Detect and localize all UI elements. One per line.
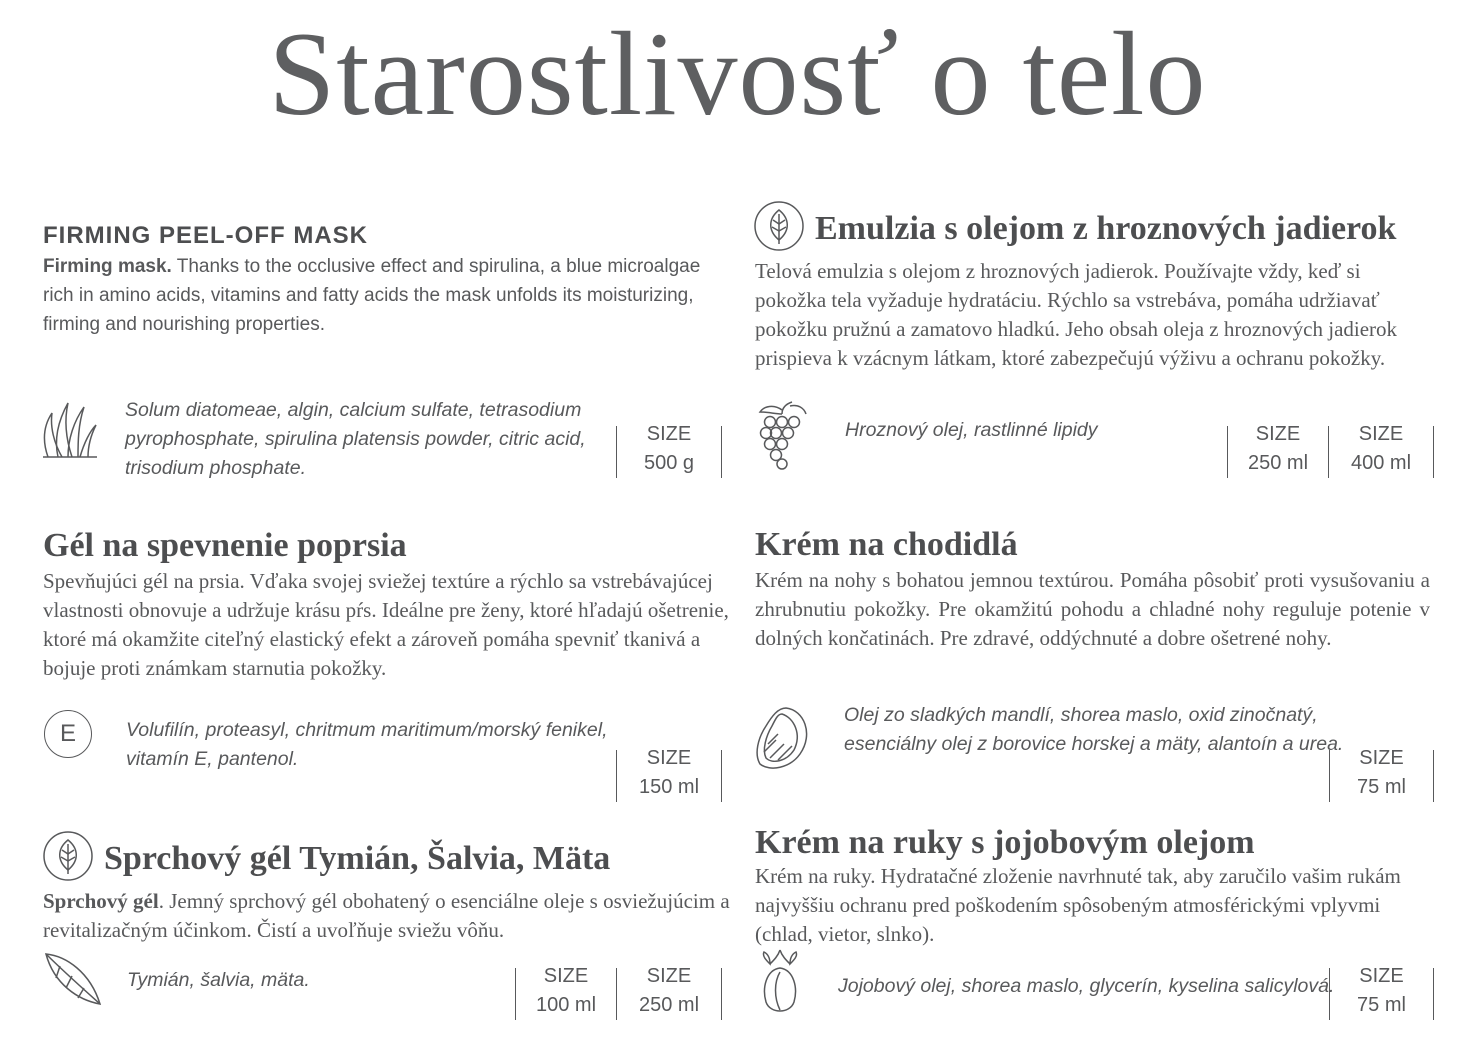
herb-leaf-icon xyxy=(42,950,106,1010)
ingredients: Volufilín, proteasyl, chritmum maritimum/morský fenikel, vitamín E, pantenol. xyxy=(126,719,608,770)
page-title: Starostlivosť o telo xyxy=(268,7,1207,140)
ingredients: Solum diatomeae, algin, calcium sulfate, tetrasodium pyrophosphate, spirulina platensis powder, citric acid, trisodium phosphate. xyxy=(125,399,586,479)
product-description xyxy=(43,252,723,339)
size-box xyxy=(616,747,722,802)
size-box xyxy=(515,965,617,1020)
size-box xyxy=(1227,423,1329,478)
size-value: 75 ml xyxy=(1357,994,1406,1016)
leaf-circle-icon xyxy=(753,200,805,257)
product-name: FIRMING PEEL-OFF MASK xyxy=(43,222,368,249)
size-box xyxy=(1329,747,1434,802)
almond-icon xyxy=(752,704,818,772)
ingredients: Hroznový olej, rastlinné lipidy xyxy=(845,419,1098,441)
product-description-text: . Jemný sprchový gél obohatený o esenciálne oleje s osviežujúcim a revitalizačným účinkom. Čistí a uvoľňuje sviežu vôňu. xyxy=(43,889,730,942)
size-label: SIZE xyxy=(1358,423,1404,445)
size-value: 400 ml xyxy=(1350,452,1412,474)
product-description-text: Thanks to the occlusive effect and spirulina, a blue microalgae rich in amino acids, vitamins and fatty acids the mask unfolds its moisturizing, firming and nourishing properties. xyxy=(43,256,701,335)
ingredients: Tymián, šalvia, mäta. xyxy=(127,969,310,991)
ingredients: Olej zo sladkých mandlí, shorea maslo, oxid zinočnatý, esenciálny olej z borovice horskej a mäty, alantoín a urea. xyxy=(844,704,1344,755)
product-name: Krém na ruky s jojobovým olejom xyxy=(755,824,1255,861)
size-label: SIZE xyxy=(646,747,692,769)
size-label: SIZE xyxy=(646,965,692,987)
size-value: 100 ml xyxy=(535,994,597,1016)
size-value: 500 g xyxy=(643,452,695,474)
size-label: SIZE xyxy=(543,965,589,987)
product-heading xyxy=(42,830,732,887)
grape-icon xyxy=(756,400,810,470)
product-lead: Sprchový gél xyxy=(43,889,159,913)
leaf-circle-icon xyxy=(42,830,94,887)
vitamin-e-icon xyxy=(44,710,92,758)
product-grape-emulsion xyxy=(753,200,1443,373)
product-bust-gel xyxy=(43,527,733,683)
ingredients: Jojobový olej, shorea maslo, glycerín, kyselina salicylová. xyxy=(838,975,1335,997)
product-description: Krém na nohy s bohatou jemnou textúrou. Pomáha pôsobiť proti vysušovaniu a zhrubnutiu pokožky. Pre okamžitú pohodu a chladné nohy reguluje potenie v dolných končatinách. Pre zdravé, oddýchnuté a dobre ošetrené nohy. xyxy=(755,568,1430,650)
size-box xyxy=(1329,965,1434,1020)
product-name: Krém na chodidlá xyxy=(755,526,1018,563)
size-box xyxy=(617,965,722,1020)
product-foot-cream xyxy=(755,526,1430,653)
size-label: SIZE xyxy=(1359,747,1404,769)
product-name: Gél na spevnenie poprsia xyxy=(43,527,407,564)
seaweed-icon xyxy=(40,395,100,461)
size-box xyxy=(616,423,722,478)
product-shower-gel xyxy=(42,830,732,945)
product-name: Sprchový gél Tymián, Šalvia, Mäta xyxy=(104,839,611,877)
size-value: 150 ml xyxy=(638,776,700,798)
product-hand-cream xyxy=(755,824,1435,949)
product-description: Telová emulzia s olejom z hroznových jadierok. Používajte vždy, keď si pokožka tela vyžaduje hydratáciu. Rýchlo sa vstrebáva, pomáha udržiavať pokožku pružnú a zamatovo hladkú. Jeho obsah oleja z hroznových jadierok prispieva k vzácnym látkam, ktoré zabezpečujú výživu a ochranu pokožky. xyxy=(755,259,1398,370)
product-lead: Firming mask. xyxy=(43,256,172,277)
size-label: SIZE xyxy=(1359,965,1404,987)
size-box xyxy=(1329,423,1434,478)
size-value: 250 ml xyxy=(638,994,700,1016)
product-heading xyxy=(753,200,1443,257)
size-label: SIZE xyxy=(1255,423,1301,445)
product-description xyxy=(43,887,732,945)
product-description: Spevňujúci gél na prsia. Vďaka svojej sviežej textúre a rýchlo sa vstrebávajúcej vlastnosti obnovuje a udržuje krásu pŕs. Ideálne pre ženy, ktoré hľadajú ošetrenie, ktoré má okamžite citeľný elastický efekt a zároveň pomáha spevniť tkanivá a bojuje proti známkam starnutia pokožky. xyxy=(43,569,729,680)
jojoba-icon xyxy=(758,948,804,1020)
size-value: 75 ml xyxy=(1357,776,1406,798)
size-value: 250 ml xyxy=(1247,452,1309,474)
product-description: Krém na ruky. Hydratačné zloženie navrhnuté tak, aby zaručilo vašim rukám najvyššiu ochranu pred poškodením spôsobeným atmosférickými vplyvmi (chlad, vietor, slnko). xyxy=(755,864,1401,946)
product-name: Emulzia s olejom z hroznových jadierok xyxy=(815,209,1397,247)
vitamin-e-letter: E xyxy=(59,720,76,747)
size-label: SIZE xyxy=(646,423,692,445)
product-firming-mask xyxy=(43,222,723,339)
